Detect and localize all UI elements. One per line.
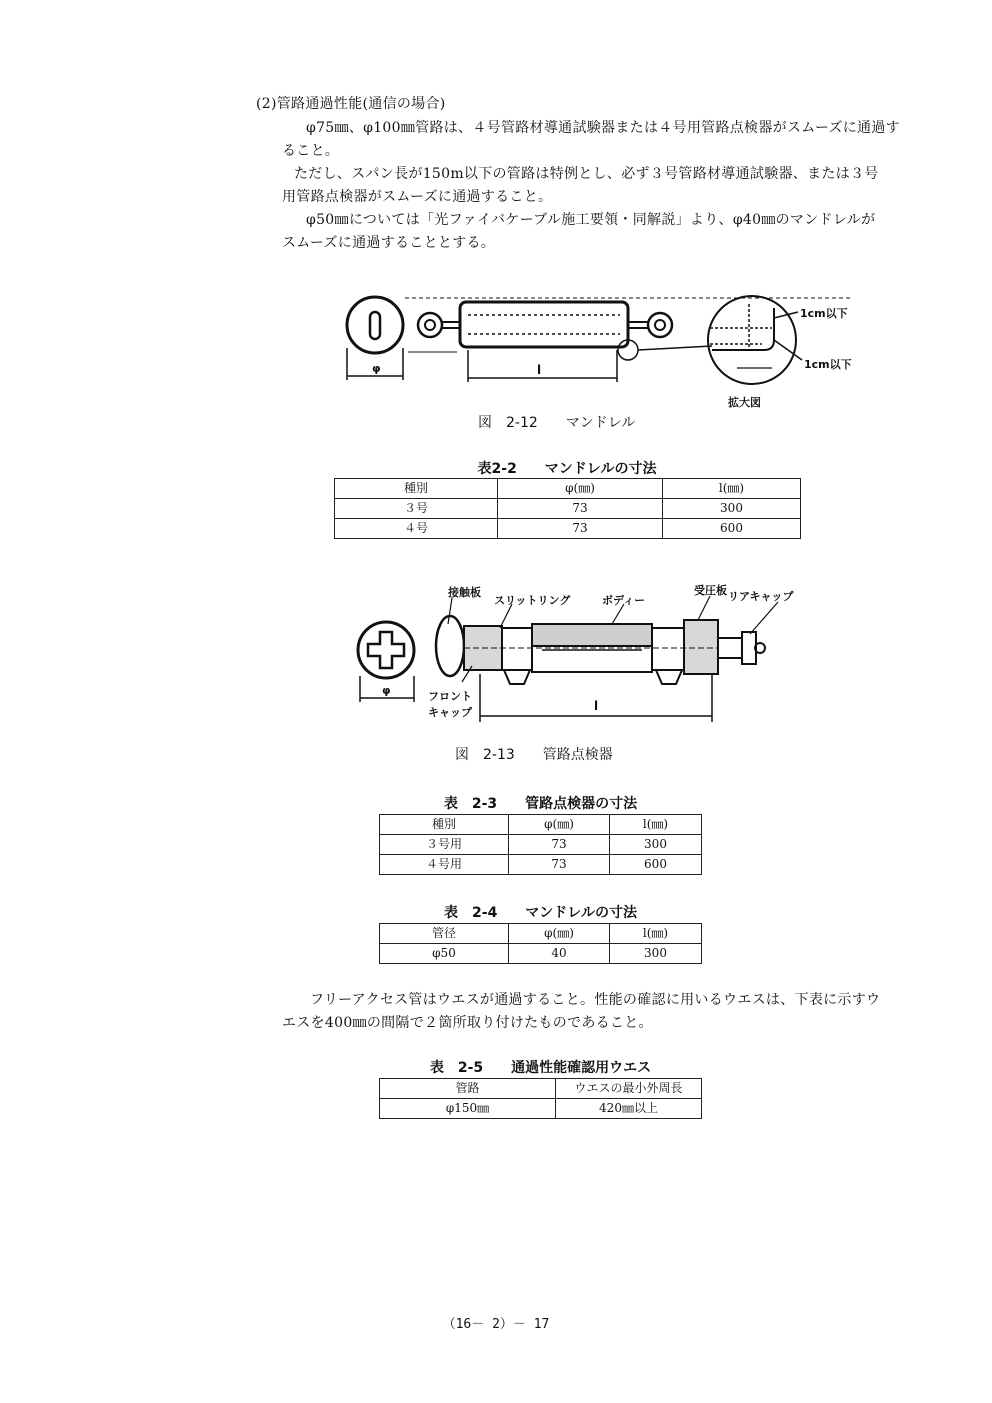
free-access-paragraph-line-1: フリーアクセス管はウエスが通過すること。性能の確認に用いるウエスは、下表に示すウ <box>310 992 881 1008</box>
under-1cm-top-label: 1cm以下 <box>800 307 848 320</box>
mandrel-figure <box>332 288 862 414</box>
pressure-plate-label: 受圧板 <box>694 584 727 597</box>
table-2-2 <box>334 478 801 539</box>
rear-cap-label: リアキャップ <box>728 590 794 603</box>
table-2-4-caption: 表 2-4 マンドレルの寸法 <box>444 905 637 921</box>
table-header-cell: ウエスの最小外周長 <box>556 1079 702 1099</box>
mandrel-enlarged-detail <box>708 296 802 384</box>
table-row <box>380 835 702 855</box>
table-row <box>380 924 702 944</box>
table-cell: ４号用 <box>380 855 509 875</box>
table-cell: 300 <box>610 835 702 855</box>
table-cell: 73 <box>509 835 610 855</box>
table-header-cell: 種別 <box>335 479 498 499</box>
table-header-cell: φ(㎜) <box>498 479 663 499</box>
table-cell: φ50 <box>380 944 509 964</box>
paragraph-3-line-1: φ50㎜については「光ファイバケーブル施工要領・同解説」より、φ40㎜のマンドレルが <box>306 212 876 228</box>
page-number: （16－ 2）－ 17 <box>442 1317 550 1332</box>
table-cell: ３号用 <box>380 835 509 855</box>
section-heading: (2)管路通過性能(通信の場合) <box>256 96 446 112</box>
table-row <box>380 1099 702 1119</box>
table-row <box>380 855 702 875</box>
table-header-cell: 種別 <box>380 815 509 835</box>
table-2-4 <box>379 923 702 964</box>
table-2-3 <box>379 814 702 875</box>
table-cell: φ150㎜ <box>380 1099 556 1119</box>
paragraph-2-line-2: 用管路点検器がスムーズに通過すること。 <box>282 189 553 205</box>
table-cell: 40 <box>509 944 610 964</box>
table-2-5-caption: 表 2-5 通過性能確認用ウエス <box>429 1060 652 1076</box>
front-cap-label-line-2: キャップ <box>428 706 472 719</box>
figure-2-12-caption: 図 2-12 マンドレル <box>478 415 636 431</box>
table-row <box>380 815 702 835</box>
inspector-length-label: l <box>594 699 599 713</box>
table-cell: 600 <box>663 519 801 539</box>
table-row <box>380 944 702 964</box>
table-cell: 300 <box>610 944 702 964</box>
paragraph-2-line-1: ただし、スパン長が150m以下の管路は特例とし、必ず３号管路材導通試験器、または３号 <box>294 166 879 182</box>
paragraph-3-line-2: スムーズに通過することとする。 <box>282 235 496 251</box>
table-2-3-caption: 表 2-3 管路点検器の寸法 <box>443 796 638 812</box>
table-row <box>335 519 801 539</box>
paragraph-1-line-1: φ75㎜、φ100㎜管路は、４号管路材導通試験器または４号用管路点検器がスムーズに通過す <box>306 120 900 136</box>
table-header-cell: φ(㎜) <box>509 924 610 944</box>
table-cell: 73 <box>498 519 663 539</box>
enlarged-view-label: 拡大図 <box>728 396 761 409</box>
figure-2-13-caption: 図 2-13 管路点検器 <box>455 747 613 763</box>
table-header-cell: 管路 <box>380 1079 556 1099</box>
table-header-cell: φ(㎜) <box>509 815 610 835</box>
table-2-2-caption: 表2-2 マンドレルの寸法 <box>477 461 657 477</box>
mandrel-body <box>418 302 712 360</box>
table-cell: ３号 <box>335 499 498 519</box>
front-cap-label-line-1: フロント <box>428 690 472 703</box>
mandrel-length-label: l <box>537 363 542 377</box>
body-label: ボディー <box>602 594 646 607</box>
table-cell: 73 <box>509 855 610 875</box>
inspector-side-view <box>436 616 765 684</box>
table-header-cell: l(㎜) <box>610 924 702 944</box>
table-header-cell: l(㎜) <box>610 815 702 835</box>
table-cell: 600 <box>610 855 702 875</box>
paragraph-1-line-2: ること。 <box>282 143 340 159</box>
table-header-cell: l(㎜) <box>663 479 801 499</box>
table-cell: 420㎜以上 <box>556 1099 702 1119</box>
slit-ring-label: スリットリング <box>494 594 571 607</box>
table-cell: 73 <box>498 499 663 519</box>
inspector-phi-label: φ <box>382 684 391 697</box>
contact-plate-label: 接触板 <box>448 586 481 599</box>
table-row <box>335 499 801 519</box>
under-1cm-bottom-label: 1cm以下 <box>804 358 852 371</box>
pipe-inspector-figure <box>352 576 804 724</box>
table-cell: ４号 <box>335 519 498 539</box>
free-access-paragraph-line-2: エスを400㎜の間隔で２箇所取り付けたものであること。 <box>282 1015 653 1031</box>
table-row <box>380 1079 702 1099</box>
table-cell: 300 <box>663 499 801 519</box>
table-row <box>335 479 801 499</box>
table-header-cell: 管径 <box>380 924 509 944</box>
table-2-5 <box>379 1078 702 1119</box>
mandrel-phi-label: φ <box>372 362 381 375</box>
